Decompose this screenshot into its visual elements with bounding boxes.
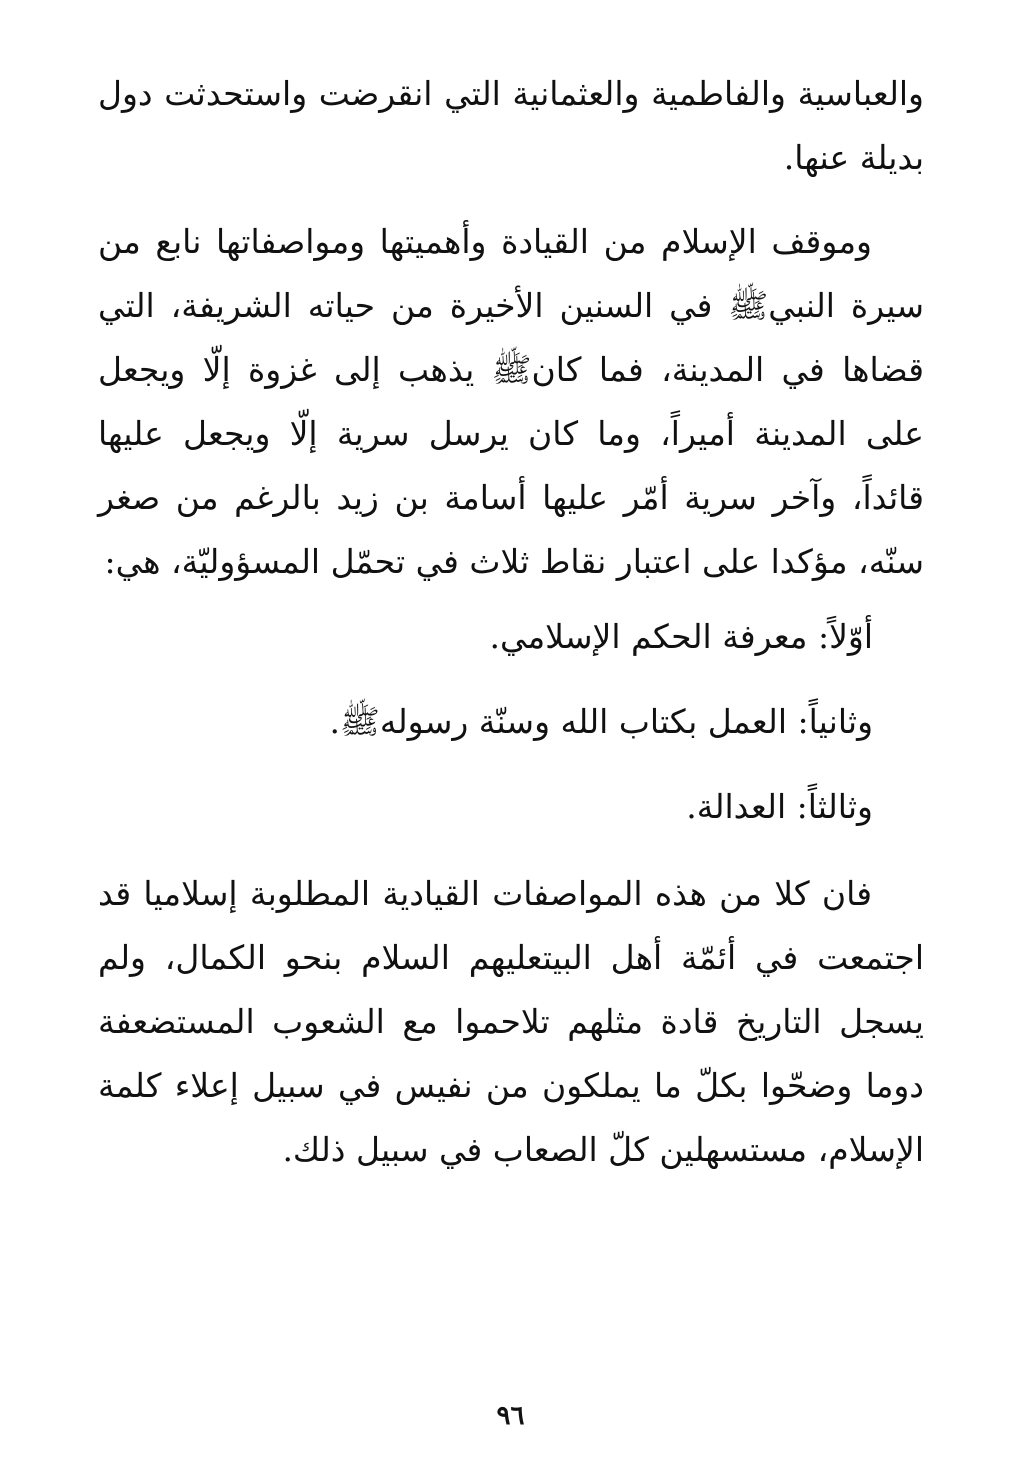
paragraph-imams-qualities: فان كلا من هذه المواصفات القيادية المطلوبة إسلاميا قد اجتمعت في أئمّة أهل البيتعليهم السلام بنحو الكمال، ولم يسجل التاريخ قادة مثلهم تلاحموا مع الشعوب المستضعفة دوما وضحّوا بكلّ ما يملكون من نفيس في سبيل إعلاء كلمة الإسلام، مستسهلين كلّ الصعاب في سبيل ذلك. (98, 874, 924, 1169)
point-first: أوّلاً: معرفة الحكم الإسلامي. (489, 617, 873, 656)
point-second: وثانياً: العمل بكتاب الله وسنّة رسولهﷺ. (329, 702, 873, 741)
point-third: وثالثاً: العدالة. (686, 787, 873, 826)
page-number: ٩٦ (496, 1401, 525, 1431)
paragraph-leadership-stance: وموقف الإسلام من القيادة وأهميتها ومواصفاتها نابع من سيرة النبيﷺ في السنين الأخيرة من حياته الشريفة، التي قضاها في المدينة، فما كانﷺ يذهب إلى غزوة إلّا ويجعل على المدينة أميراً، وما كان يرسل سرية إلّا ويجعل عليها قائداً، وآخر سرية أمّر عليها أسامة بن زيد بالرغم من صغر سنّه، مؤكدا على اعتبار نقاط ثلاث في تحمّل المسؤوليّة، هي: (98, 222, 924, 581)
paragraph-dynasties: والعباسية والفاطمية والعثمانية التي انقرضت واستحدثت دول بديلة عنها. (98, 74, 924, 177)
points-list (98, 616, 873, 871)
